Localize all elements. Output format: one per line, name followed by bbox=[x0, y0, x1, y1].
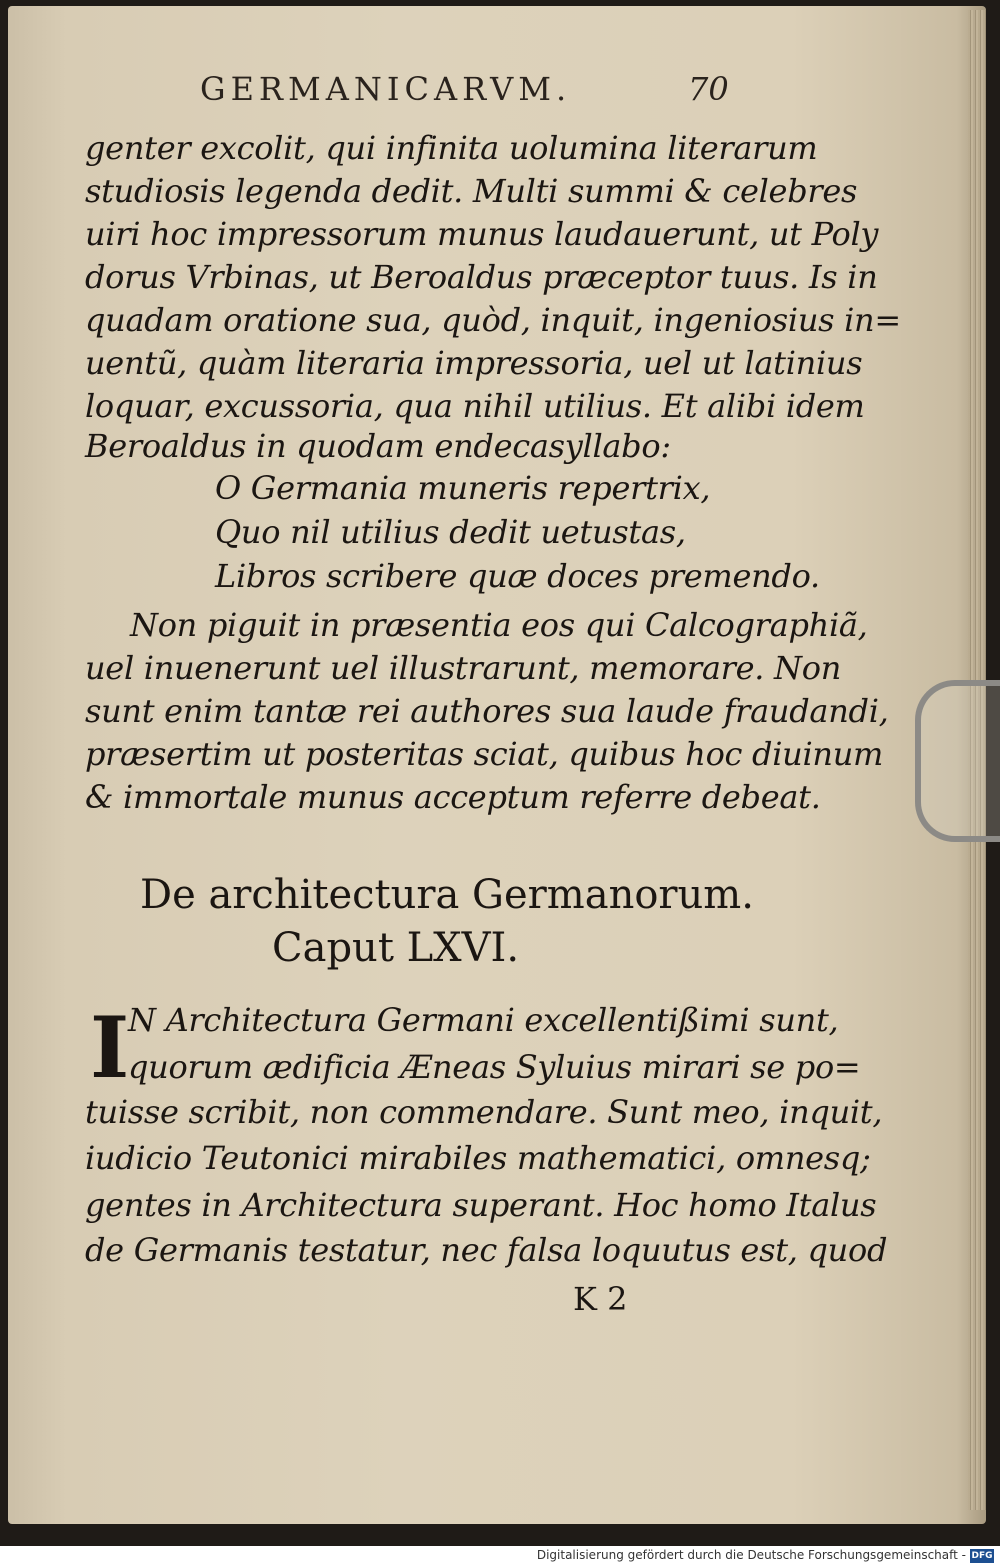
text-line: quadam oratione sua, quòd, inquit, ingeniosius in= bbox=[85, 301, 901, 339]
text-line: uentũ, quàm literaria impressoria, uel ut latinius bbox=[85, 344, 863, 382]
verse-line: O Germania muneris repertrix, bbox=[215, 469, 711, 507]
verse-line: Libros scribere quæ doces premendo. bbox=[215, 557, 820, 595]
page-number: 70 bbox=[688, 70, 729, 108]
chapter-title: De architectura Germanorum. bbox=[140, 872, 754, 918]
text-line: N Architectura Germani excellentißimi sunt, bbox=[128, 1001, 839, 1039]
text-line: quorum ædificia Æneas Syluius mirari se po= bbox=[128, 1048, 861, 1086]
text-line: sunt enim tantæ rei authores sua laude fraudandi, bbox=[85, 692, 889, 730]
text-line: uel inuenerunt uel illustrarunt, memorare. Non bbox=[85, 649, 841, 687]
text-line: studiosis legenda dedit. Multi summi & celebres bbox=[85, 172, 858, 210]
text-line: gentes in Architectura superant. Hoc homo Italus bbox=[85, 1186, 877, 1224]
text-line: dorus Vrbinas, ut Beroaldus præceptor tuus. Is in bbox=[85, 258, 878, 296]
dfg-logo-icon: DFG bbox=[971, 1551, 993, 1561]
text-line: iudicio Teutonici mirabiles mathematici, omnesq; bbox=[85, 1139, 871, 1177]
text-line: tuisse scribit, non commendare. Sunt meo, inquit, bbox=[85, 1093, 883, 1131]
text-line: de Germanis testatur, nec falsa loquutus est, quod bbox=[85, 1231, 888, 1269]
drop-cap: I bbox=[90, 998, 130, 1097]
running-head: GERMANICARVM. bbox=[200, 70, 572, 108]
text-line: genter excolit, qui infinita uolumina literarum bbox=[85, 129, 818, 167]
text-line: Beroaldus in quodam endecasyllabo: bbox=[85, 427, 671, 465]
verse-line: Quo nil utilius dedit uetustas, bbox=[215, 513, 686, 551]
text-line: uiri hoc impressorum munus laudauerunt, ut Poly bbox=[85, 215, 879, 253]
chapter-number: Caput LXVI. bbox=[272, 925, 520, 971]
text-line: præsertim ut posteritas sciat, quibus hoc diuinum bbox=[85, 735, 884, 773]
text-line: & immortale munus acceptum referre debeat. bbox=[85, 778, 821, 816]
text-line: Non piguit in præsentia eos qui Calcographiã, bbox=[130, 606, 868, 644]
signature-mark: K 2 bbox=[573, 1280, 628, 1318]
footer-credit: Digitalisierung gefördert durch die Deutsche Forschungsgemeinschaft - bbox=[536, 1548, 966, 1562]
text-line: loquar, excussoria, qua nihil utilius. Et alibi idem bbox=[85, 387, 865, 425]
